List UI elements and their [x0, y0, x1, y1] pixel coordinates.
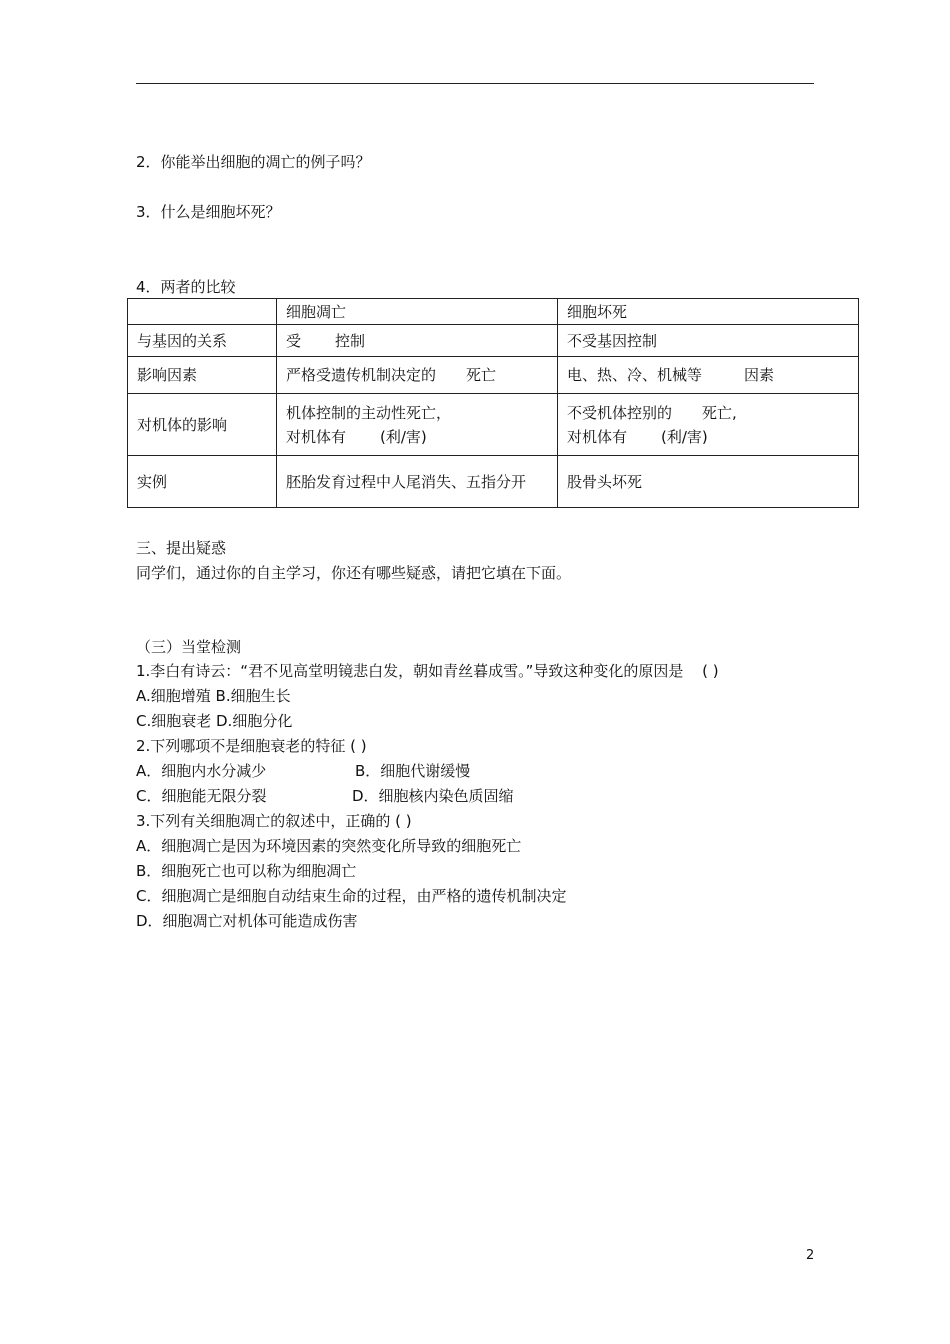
test-q3-option-a: A．细胞凋亡是因为环境因素的突然变化所导致的细胞死亡	[136, 837, 522, 855]
question-3: 3．什么是细胞坏死？	[136, 203, 281, 221]
test-q3-option-b: B．细胞死亡也可以称为细胞凋亡	[136, 862, 357, 880]
test-q1-options-cd: C.细胞衰老 D.细胞分化	[136, 712, 293, 730]
test-q3: 3.下列有关细胞凋亡的叙述中，正确的 ( )	[136, 812, 412, 830]
test-q2-option-d: D．细胞核内染色质固缩	[352, 787, 514, 805]
row-apoptosis: 受 控制	[277, 325, 558, 357]
test-title: （三）当堂检测	[136, 638, 242, 656]
table-header-cell-empty	[128, 299, 277, 325]
question-2: 2．你能举出细胞的凋亡的例子吗？	[136, 153, 371, 171]
table-header-necrosis: 细胞坏死	[558, 299, 859, 325]
row-necrosis: 不受基因控制	[558, 325, 859, 357]
section3-text: 同学们，通过你的自主学习，你还有哪些疑惑，请把它填在下面。	[136, 564, 572, 582]
row-necrosis: 电、热、冷、机械等 因素	[558, 357, 859, 394]
test-q1-options-ab: A.细胞增殖 B.细胞生长	[136, 687, 291, 705]
test-q2: 2.下列哪项不是细胞衰老的特征 ( )	[136, 737, 367, 755]
row-label: 影响因素	[128, 357, 277, 394]
table-header-apoptosis: 细胞凋亡	[277, 299, 558, 325]
table-header-row	[128, 299, 859, 325]
test-q1: 1.李白有诗云：“君不见高堂明镜悲白发，朝如青丝暮成雪。”导致这种变化的原因是 ( )	[136, 662, 719, 680]
test-q3-option-d: D．细胞凋亡对机体可能造成伤害	[136, 912, 358, 930]
header-rule	[136, 83, 814, 84]
row-label: 对机体的影响	[128, 394, 277, 456]
row-label: 实例	[128, 456, 277, 508]
row-apoptosis: 胚胎发育过程中人尾消失、五指分开	[277, 456, 558, 508]
test-q2-option-a: A．细胞内水分减少	[136, 762, 267, 780]
page-number: 2	[806, 1248, 815, 1263]
comparison-table	[127, 298, 859, 508]
row-apoptosis: 严格受遗传机制决定的 死亡	[277, 357, 558, 394]
table-row	[128, 357, 859, 394]
row-label: 与基因的关系	[128, 325, 277, 357]
row-necrosis: 不受机体控别的 死亡, 对机体有 (利/害)	[558, 394, 859, 456]
test-q2-option-c: C．细胞能无限分裂	[136, 787, 267, 805]
row-necrosis: 股骨头坏死	[558, 456, 859, 508]
table-row	[128, 325, 859, 357]
row-apoptosis: 机体控制的主动性死亡， 对机体有 (利/害)	[277, 394, 558, 456]
test-q2-option-b: B．细胞代谢缓慢	[355, 762, 471, 780]
test-q3-option-c: C．细胞凋亡是细胞自动结束生命的过程，由严格的遗传机制决定	[136, 887, 567, 905]
table-row	[128, 456, 859, 508]
table-row	[128, 394, 859, 456]
section3-title: 三、提出疑惑	[136, 539, 227, 557]
question-4: 4．两者的比较	[136, 278, 236, 296]
